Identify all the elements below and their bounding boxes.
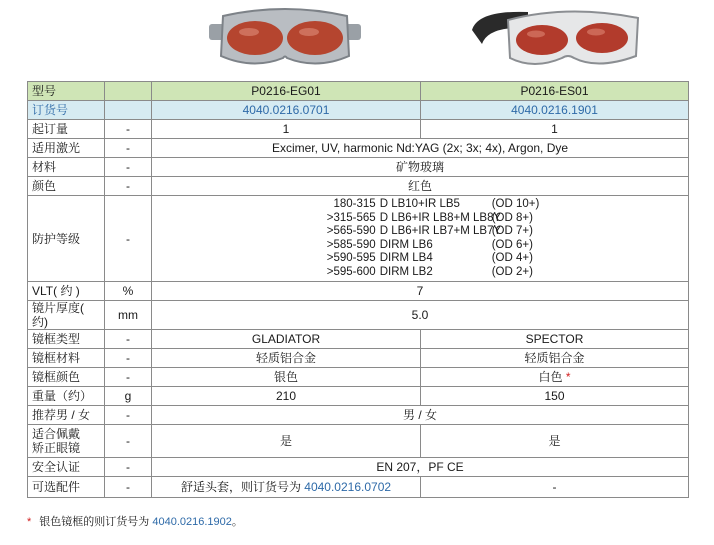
accessory-text: 舒适头套，则订货号为 <box>180 480 305 494</box>
row-label-line: 适合佩戴 <box>32 427 81 441</box>
cell-merged: 红色 <box>152 177 689 196</box>
cell-right: 轻质铝合金 <box>421 349 689 368</box>
cell-right: SPECTOR <box>421 330 689 349</box>
cell-right: 150 <box>421 387 689 406</box>
footnote-marker: * <box>565 370 571 384</box>
cell-left: 银色 <box>152 368 421 387</box>
row-color <box>28 177 689 196</box>
row-gender <box>28 406 689 425</box>
footnote-text: 银色镜框的则订货号为 <box>39 516 153 528</box>
optical-density: (OD 8+) <box>491 211 533 224</box>
optical-density: (OD 6+) <box>491 238 533 251</box>
footnote-marker: * <box>27 516 32 528</box>
row-label: 型号 <box>28 82 105 101</box>
row-label-line: 矫正眼镜 <box>32 441 81 455</box>
row-certification <box>28 458 689 477</box>
wavelength-range: >590-595 <box>326 252 376 264</box>
gladiator-goggles-image <box>205 0 365 78</box>
protection-code: DIRM LB4 <box>379 252 433 264</box>
row-weight <box>28 387 689 406</box>
protection-code: DIRM LB2 <box>379 265 433 278</box>
row-frame-color <box>28 368 689 387</box>
unit-cell: - <box>105 330 152 349</box>
row-label: 重量（约） <box>28 387 105 406</box>
specification-table <box>27 81 689 498</box>
row-label: 订货号 <box>28 101 105 120</box>
cell-left: 是 <box>152 425 421 458</box>
protection-code: D LB10+IR LB5 <box>379 198 460 210</box>
row-accessory <box>28 477 689 498</box>
row-model <box>28 82 689 101</box>
protection-code: D LB6+IR LB8+M LB8Y <box>379 211 502 224</box>
protection-line <box>301 252 540 266</box>
row-moq <box>28 120 689 139</box>
row-frame-type <box>28 330 689 349</box>
row-label: 安全认证 <box>28 458 105 477</box>
cell-right: P0216-ES01 <box>421 82 689 101</box>
cell-left: GLADIATOR <box>152 330 421 349</box>
wavelength-range: >585-590 <box>326 238 376 251</box>
cell-right <box>421 368 689 387</box>
footnote <box>27 513 243 529</box>
optical-density: (OD 10+) <box>491 198 540 210</box>
cell-right: - <box>421 477 689 498</box>
unit-cell: - <box>105 120 152 139</box>
cell-merged <box>152 196 689 282</box>
cell-left: 210 <box>152 387 421 406</box>
unit-cell: mm <box>105 301 152 330</box>
cell-left <box>152 477 421 498</box>
optical-density: (OD 2+) <box>491 265 533 278</box>
cell-merged: 矿物玻璃 <box>152 158 689 177</box>
footnote-end: 。 <box>231 516 243 528</box>
protection-line <box>301 198 540 212</box>
row-prescription <box>28 425 689 458</box>
row-label: 镜片厚度( 约) <box>28 301 105 330</box>
protection-list <box>301 196 540 281</box>
protection-line <box>301 239 540 253</box>
row-material <box>28 158 689 177</box>
row-label: 镜框颜色 <box>28 368 105 387</box>
unit-cell: - <box>105 477 152 498</box>
cell-merged: 5.0 <box>152 301 689 330</box>
accessory-order-link[interactable]: 4040.0216.0702 <box>304 480 392 494</box>
spector-goggles-image <box>468 0 648 78</box>
cell-merged: EN 207，PF CE <box>152 458 689 477</box>
unit-cell: - <box>105 196 152 282</box>
row-label: 可选配件 <box>28 477 105 498</box>
cell-merged: 男 / 女 <box>152 406 689 425</box>
unit-cell: g <box>105 387 152 406</box>
row-label: 颜色 <box>28 177 105 196</box>
protection-code: D LB6+IR LB7+M LB7Y <box>379 225 502 237</box>
row-label: 起订量 <box>28 120 105 139</box>
unit-cell: - <box>105 349 152 368</box>
row-protection <box>28 196 689 282</box>
cell-merged: 7 <box>152 282 689 301</box>
row-label: VLT( 约 ) <box>28 282 105 301</box>
row-label: 镜框类型 <box>28 330 105 349</box>
row-laser <box>28 139 689 158</box>
cell-right-text: 白色 <box>538 370 563 384</box>
row-vlt <box>28 282 689 301</box>
unit-cell: - <box>105 368 152 387</box>
row-thickness <box>28 301 689 330</box>
optical-density: (OD 7+) <box>491 225 533 237</box>
unit-cell: - <box>105 425 152 458</box>
protection-line <box>301 225 540 239</box>
row-label <box>28 425 105 458</box>
unit-cell: - <box>105 406 152 425</box>
cell-right: 是 <box>421 425 689 458</box>
row-label: 防护等级 <box>28 196 105 282</box>
protection-code: DIRM LB6 <box>379 238 433 251</box>
optical-density: (OD 4+) <box>491 252 533 264</box>
cell-right: 1 <box>421 120 689 139</box>
row-frame-material <box>28 349 689 368</box>
cell-left: P0216-EG01 <box>152 82 421 101</box>
row-label: 推荐男 / 女 <box>28 406 105 425</box>
footnote-order-link[interactable]: 4040.0216.1902 <box>152 516 232 528</box>
protection-line <box>301 212 540 226</box>
cell-merged: Excimer, UV, harmonic Nd:YAG (2x; 3x; 4x), Argon, Dye <box>152 139 689 158</box>
wavelength-range: >595-600 <box>326 265 376 278</box>
row-label: 材料 <box>28 158 105 177</box>
cell-left[interactable]: 4040.0216.0701 <box>152 101 421 120</box>
wavelength-range: >315-565 <box>326 211 376 224</box>
cell-left: 1 <box>152 120 421 139</box>
unit-cell: - <box>105 458 152 477</box>
protection-line <box>301 266 540 280</box>
unit-cell: - <box>105 177 152 196</box>
unit-cell: - <box>105 158 152 177</box>
row-label: 镜框材料 <box>28 349 105 368</box>
unit-cell <box>105 101 152 120</box>
cell-right[interactable]: 4040.0216.1901 <box>421 101 689 120</box>
unit-cell: % <box>105 282 152 301</box>
wavelength-range: 180-315 <box>333 198 376 210</box>
row-label: 适用激光 <box>28 139 105 158</box>
cell-left: 轻质铝合金 <box>152 349 421 368</box>
unit-cell <box>105 82 152 101</box>
row-order-number <box>28 101 689 120</box>
wavelength-range: >565-590 <box>326 225 376 237</box>
unit-cell: - <box>105 139 152 158</box>
